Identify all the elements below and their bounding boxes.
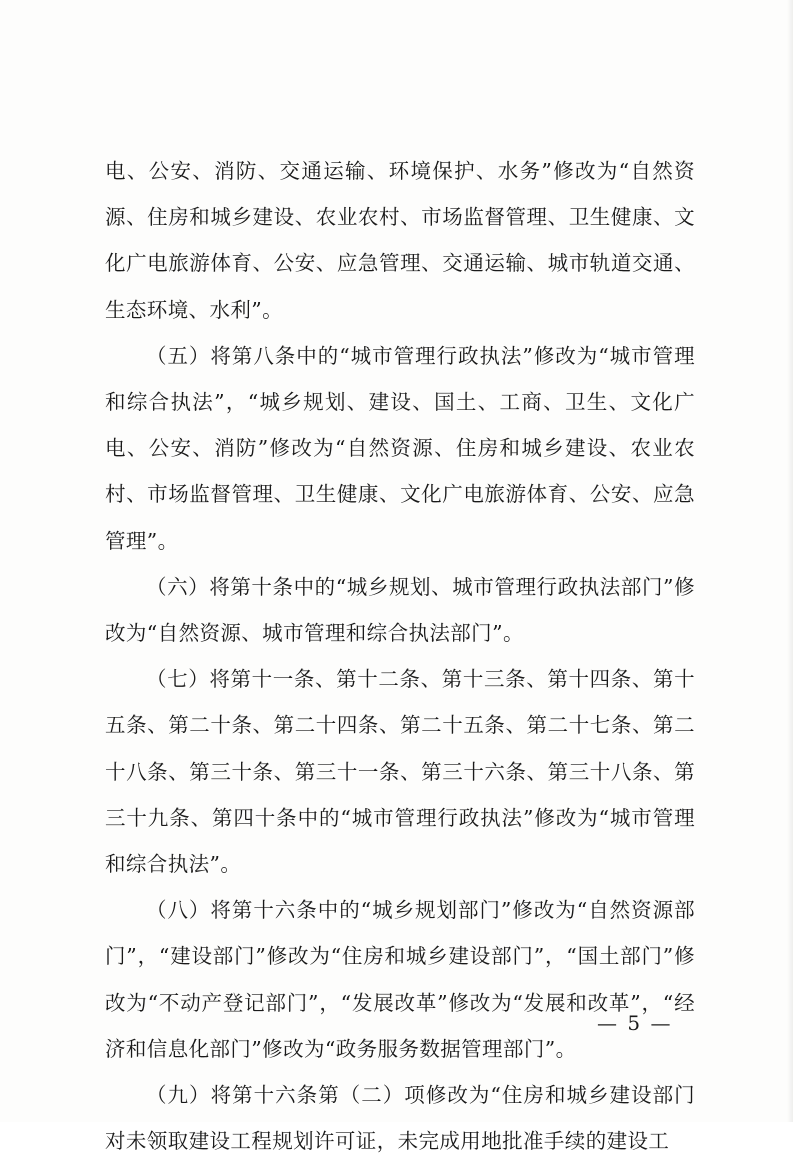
paragraph-item-5: （五）将第八条中的“城市管理行政执法”修改为“城市管理和综合执法”，“城乡规划、建设、国土、工商、卫生、文化广电、公安、消防”修改为“自然资源、住房和城乡建设、农业农村、市场监督管理、卫生健康、文化广电旅游体育、公安、应急管理”。: [105, 343, 695, 553]
page-edge-shadow: [787, 0, 793, 1122]
paragraph-item-7: （七）将第十一条、第十二条、第十三条、第十四条、第十五条、第二十条、第二十四条、第二十五条、第二十七条、第二十八条、第三十条、第三十一条、第三十六条、第三十八条、第三十九条、第四十条中的“城市管理行政执法”修改为“城市管理和综合执法”。: [105, 667, 695, 877]
paragraph-item-8: （八）将第十六条中的“城乡规划部门”修改为“自然资源部门”，“建设部门”修改为“住房和城乡建设部门”，“国土部门”修改为“不动产登记部门”，“发展改革”修改为“发展和改革”，“经济和信息化部门”修改为“政务服务数据管理部门”。: [105, 898, 695, 1061]
page-number: — 5 —: [597, 1011, 673, 1035]
paragraph-item-9: （九）将第十六条第（二）项修改为“住房和城乡建设部门对未领取建设工程规划许可证，未完成用地批准手续的建设工: [105, 1083, 695, 1154]
paragraph-item-6: （六）将第十条中的“城乡规划、城市管理行政执法部门”修改为“自然资源、城市管理和综合执法部门”。: [105, 574, 695, 646]
paragraph-continued: 电、公安、消防、交通运输、环境保护、水务”修改为“自然资源、住房和城乡建设、农业农村、市场监督管理、卫生健康、文化广电旅游体育、公安、应急管理、交通运输、城市轨道交通、生态环境、水利”。: [105, 159, 695, 322]
